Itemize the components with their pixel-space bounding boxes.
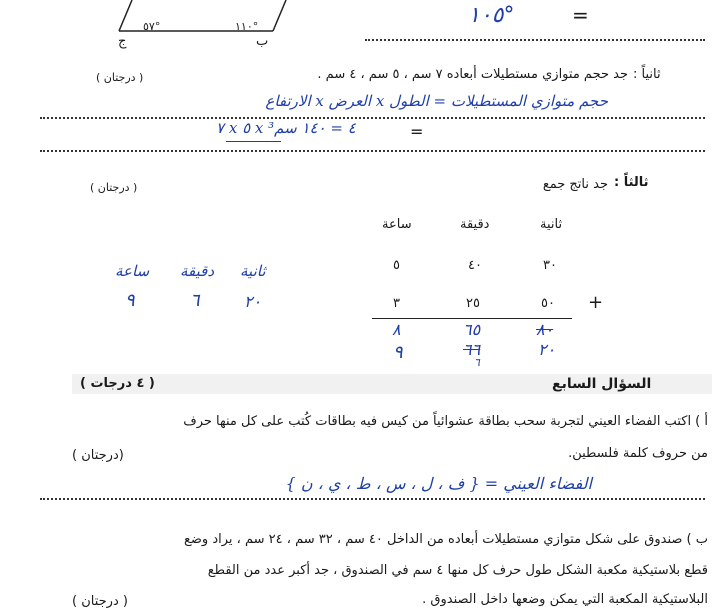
volume-formula-handwritten: حجم متوازي المستطيلات = الطول x العرض x الارتفاع: [265, 92, 608, 110]
row1-minute: ٤٠: [468, 258, 482, 273]
q7a-dotted-line: [40, 498, 705, 500]
vertex-label-left: ج: [118, 34, 127, 49]
plus-sign: +: [588, 292, 604, 313]
hw-value-minute: ٦: [190, 290, 200, 311]
row2-hour: ٣: [393, 296, 400, 311]
q7a-answer-handwritten: الفضاء العيني = { ف ، ل ، س ، ط ، ي ، ن }: [285, 474, 592, 493]
q7a-marks: ( درجتان): [72, 448, 124, 463]
q6-part2-text: جد حجم متوازي مستطيلات أبعاده ٧ سم ، ٥ سم ، ٤ سم .: [317, 67, 628, 82]
volume-dotted-line-1: [40, 117, 705, 119]
question7-marks: ( ٤ درجات ): [80, 376, 155, 391]
hw-value-second: ٢٠: [244, 292, 262, 311]
parallelogram-figure: [108, 0, 308, 50]
angle-label-left: ٥٧°: [143, 20, 161, 33]
col-header-second: ثانية: [540, 217, 563, 232]
q7a-line2: من حروف كلمة فلسطين.: [568, 446, 708, 461]
sum1-second: ٨٠: [536, 320, 554, 339]
row2-second: ٥٠: [541, 296, 555, 311]
q7b-line3: البلاستيكية المكعبة التي يمكن وضعها داخل الصندوق .: [422, 592, 708, 607]
answer-angle: ١٠٥°: [468, 3, 515, 28]
volume-underline: [226, 141, 281, 142]
col-header-minute: دقيقة: [460, 217, 490, 232]
sum1-hour: ٨: [392, 320, 401, 339]
volume-dotted-line-2: [40, 150, 705, 152]
q7b-marks: ( درجتان ): [72, 594, 128, 609]
q6-part3-label: ثالثاً :: [614, 175, 649, 190]
sum2-minute: ٦٦: [463, 340, 481, 359]
hw-header-second: ثانية: [240, 262, 266, 280]
q7b-line1: ب ) صندوق على شكل متوازي مستطيلات أبعاده من الداخل ٤٠ سم ، ٣٢ سم ، ٢٤ سم ، يراد وضع: [183, 532, 708, 547]
question7-title: السؤال السابع: [552, 376, 652, 392]
hw-header-hour: ساعة: [115, 262, 150, 280]
hw-header-minute: دقيقة: [180, 262, 215, 280]
row1-hour: ٥: [393, 258, 400, 273]
volume-equals: =: [410, 122, 424, 141]
volume-calc-handwritten: ٧ x ٥ x ٤ = ١٤٠ سم³: [216, 119, 356, 137]
carry-digit: ٦: [474, 356, 480, 369]
equals-sign: =: [572, 3, 589, 27]
hw-value-hour: ٩: [125, 290, 135, 311]
row2-minute: ٢٥: [466, 296, 480, 311]
sum1-minute: ٦٥: [463, 320, 481, 339]
row1-second: ٣٠: [543, 258, 557, 273]
q6-part2-marks: ( درجتان ): [96, 71, 144, 84]
angle-label-right: ١١٠°: [235, 20, 259, 33]
answer-dotted-line: [365, 39, 705, 41]
q6-part3-text: جد ناتج جمع: [542, 177, 608, 192]
col-header-hour: ساعة: [382, 217, 412, 232]
q7a-line1: أ ) اكتب الفضاء العيني لتجربة سحب بطاقة عشوائياً من كيس فيه بطاقات كُتب على كل منها حرف: [183, 414, 708, 429]
sum2-hour: ٩: [393, 342, 403, 363]
q6-part2-label: ثانياً :: [633, 67, 661, 82]
sum2-second: ٢٠: [538, 340, 556, 359]
sum-line: [372, 318, 572, 319]
q7b-line2: قطع بلاستيكية مكعبة الشكل طول حرف كل منها ٤ سم في الصندوق ، جد أكبر عدد من القطع: [207, 563, 708, 578]
vertex-label-right: ب: [256, 34, 269, 49]
q6-part3-marks: ( درجتان ): [90, 181, 138, 194]
